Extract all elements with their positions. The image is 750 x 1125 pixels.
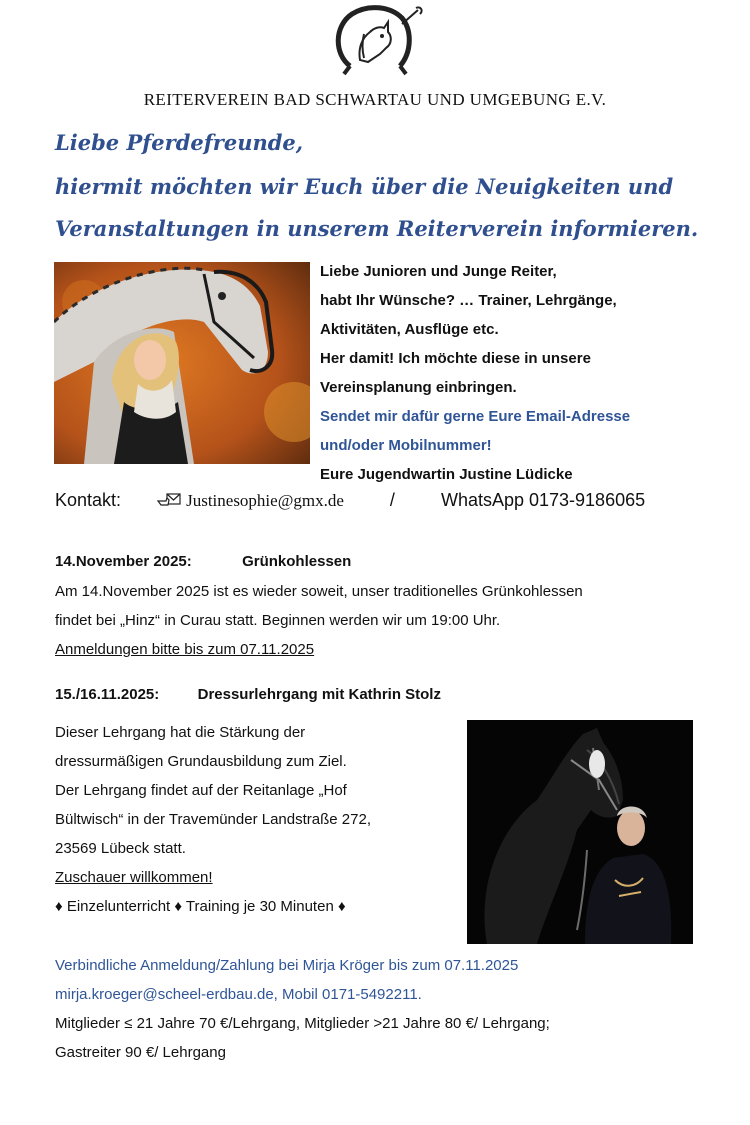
club-logo	[328, 4, 428, 80]
mail-pointing-hand-icon	[157, 492, 181, 513]
greeting-line-1: Liebe Pferdefreunde,	[55, 130, 304, 155]
event2-heading	[55, 686, 441, 703]
juniors-line-2: habt Ihr Wünsche? … Trainer, Lehrgänge,	[320, 292, 617, 309]
juniors-signature: Eure Jugendwartin Justine Lüdicke	[320, 466, 573, 483]
contact-whatsapp[interactable]: WhatsApp 0173-9186065	[440, 490, 646, 510]
event2-line-3: Der Lehrgang findet auf der Reitanlage „Hof	[55, 782, 347, 799]
booking-line-1: Verbindliche Anmeldung/Zahlung bei Mirja Kröger bis zum 07.11.2025	[55, 957, 519, 974]
event2-title: Dressurlehrgang mit Kathrin Stolz	[197, 686, 441, 703]
event1-line-2: findet bei „Hinz“ in Curau statt. Beginnen werden wir um 19:00 Uhr.	[55, 612, 501, 629]
contact-email[interactable]: Justinesophie@gmx.de	[186, 491, 344, 510]
prices-line-2: Gastreiter 90 €/ Lehrgang	[55, 1044, 226, 1061]
juniors-line-6: Sendet mir dafür gerne Eure Email-Adresse	[320, 408, 631, 425]
event1-body	[55, 577, 583, 664]
greeting-line-3: Veranstaltungen in unserem Reiterverein informieren.	[55, 216, 699, 241]
event2-body	[55, 718, 371, 921]
booking-line-2[interactable]: mirja.kroeger@scheel-erdbau.de, Mobil 0171-5492211.	[55, 986, 422, 1003]
contact-separator: /	[389, 490, 395, 510]
club-name: REITERVEREIN BAD SCHWARTAU UND UMGEBUNG E.V.	[143, 90, 607, 109]
event2-line-1: Dieser Lehrgang hat die Stärkung der	[55, 724, 306, 741]
event1-date: 14.November 2025:	[55, 553, 192, 570]
juniors-line-7: und/oder Mobilnummer!	[320, 437, 492, 454]
juniors-message	[320, 257, 630, 489]
event1-registration: Anmeldungen bitte bis zum 07.11.2025	[55, 641, 315, 658]
juniors-line-5: Vereinsplanung einbringen.	[320, 379, 517, 396]
event1-title: Grünkohlessen	[242, 553, 352, 570]
greeting-line-2: hiermit möchten wir Euch über die Neuigkeiten und	[55, 174, 674, 199]
event1-heading	[55, 553, 351, 570]
event2-line-4: Bültwisch“ in der Travemünder Landstraße 272,	[55, 811, 371, 828]
juniors-line-3: Aktivitäten, Ausflüge etc.	[320, 321, 499, 338]
prices-line-1: Mitglieder ≤ 21 Jahre 70 €/Lehrgang, Mitglieder >21 Jahre 80 €/ Lehrgang;	[55, 1015, 550, 1032]
event2-training: ♦ Einzelunterricht ♦ Training je 30 Minuten ♦	[55, 898, 346, 915]
event2-booking	[55, 951, 550, 1067]
contact-line	[55, 490, 645, 513]
photo-trainer-with-horse	[467, 720, 693, 944]
event1-line-1: Am 14.November 2025 ist es wieder soweit, unser traditionelles Grünkohlessen	[55, 583, 583, 600]
event2-spectators: Zuschauer willkommen!	[55, 869, 213, 886]
event2-line-5: 23569 Lübeck statt.	[55, 840, 186, 857]
photo-junior-warden-with-horse	[54, 262, 310, 464]
contact-label: Kontakt:	[55, 490, 122, 510]
event2-line-2: dressurmäßigen Grundausbildung zum Ziel.	[55, 753, 347, 770]
juniors-line-4: Her damit! Ich möchte diese in unsere	[320, 350, 591, 367]
event2-date: 15./16.11.2025:	[55, 686, 160, 703]
juniors-line-1: Liebe Junioren und Junge Reiter,	[320, 263, 557, 280]
